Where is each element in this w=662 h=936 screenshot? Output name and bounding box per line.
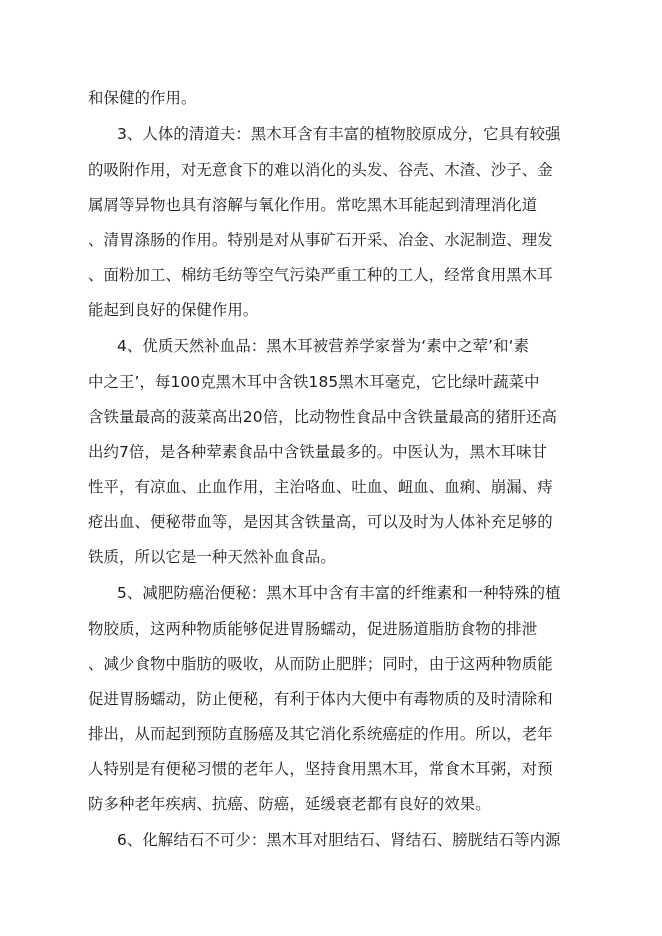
text-line: 防多种老年疾病、抗癌、防癌，延缓衰老都有良好的效果。 <box>88 795 491 813</box>
text-line: 、减少食物中脂肪的吸收，从而防止肥胖；同时，由于这两种物质能 <box>88 655 553 673</box>
text-line: 疮出血、便秘带血等，是因其含铁量高，可以及时为人体补充足够的 <box>88 513 553 531</box>
text-line: 、清胃涤肠的作用。特别是对从事矿石开采、冶金、水泥制造、理发 <box>88 231 553 249</box>
text-line: 含铁量最高的菠菜高出20倍，比动物性食品中含铁量最高的猪肝还高 <box>88 408 558 426</box>
text-line: 促进胃肠蠕动，防止便秘，有利于体内大便中有毒物质的及时清除和 <box>88 690 553 708</box>
text-line: 的吸附作用，对无意食下的难以消化的头发、谷壳、木渣、沙子、金 <box>88 161 553 179</box>
text-line: 属屑等异物也具有溶解与氧化作用。常吃黑木耳能起到清理消化道 <box>88 196 538 214</box>
paragraph-3-line: 3、人体的清道夫：黑木耳含有丰富的植物胶原成分，它具有较强 <box>117 125 561 143</box>
paragraph-5-line: 5、减肥防癌治便秘：黑木耳中含有丰富的纤维素和一种特殊的植 <box>117 584 561 602</box>
text-line: 铁质，所以它是一种天然补血食品。 <box>88 548 336 566</box>
text-line: 出约7倍，是各种荤素食品中含铁量最多的。中医认为，黑木耳味甘 <box>88 443 548 461</box>
text-line: 和保健的作用。 <box>88 89 197 107</box>
text-line: 人特别是有便秘习惯的老年人，坚持食用黑木耳，常食木耳粥，对预 <box>88 760 553 778</box>
paragraph-4-line: 4、优质天然补血品：黑木耳被营养学家誉为‘素中之荤’和‘素 <box>117 337 530 355</box>
text-line: 中之王’，每100克黑木耳中含铁185黑木耳毫克，它比绿叶蔬菜中 <box>88 373 540 391</box>
paragraph-6-line: 6、化解结石不可少：黑木耳对胆结石、肾结石、膀胱结石等内源 <box>117 831 561 849</box>
text-line: 、面粉加工、棉纺毛纺等空气污染严重工种的工人，经常食用黑木耳 <box>88 266 553 284</box>
text-line: 排出，从而起到预防直肠癌及其它消化系统癌症的作用。所以，老年 <box>88 725 553 743</box>
text-line: 性平，有凉血、止血作用，主治咯血、吐血、衄血、血痢、崩漏、痔 <box>88 478 553 496</box>
text-line: 物胶质，这两种物质能够促进胃肠蠕动，促进肠道脂肪食物的排泄 <box>88 620 538 638</box>
text-line: 能起到良好的保健作用。 <box>88 301 259 319</box>
